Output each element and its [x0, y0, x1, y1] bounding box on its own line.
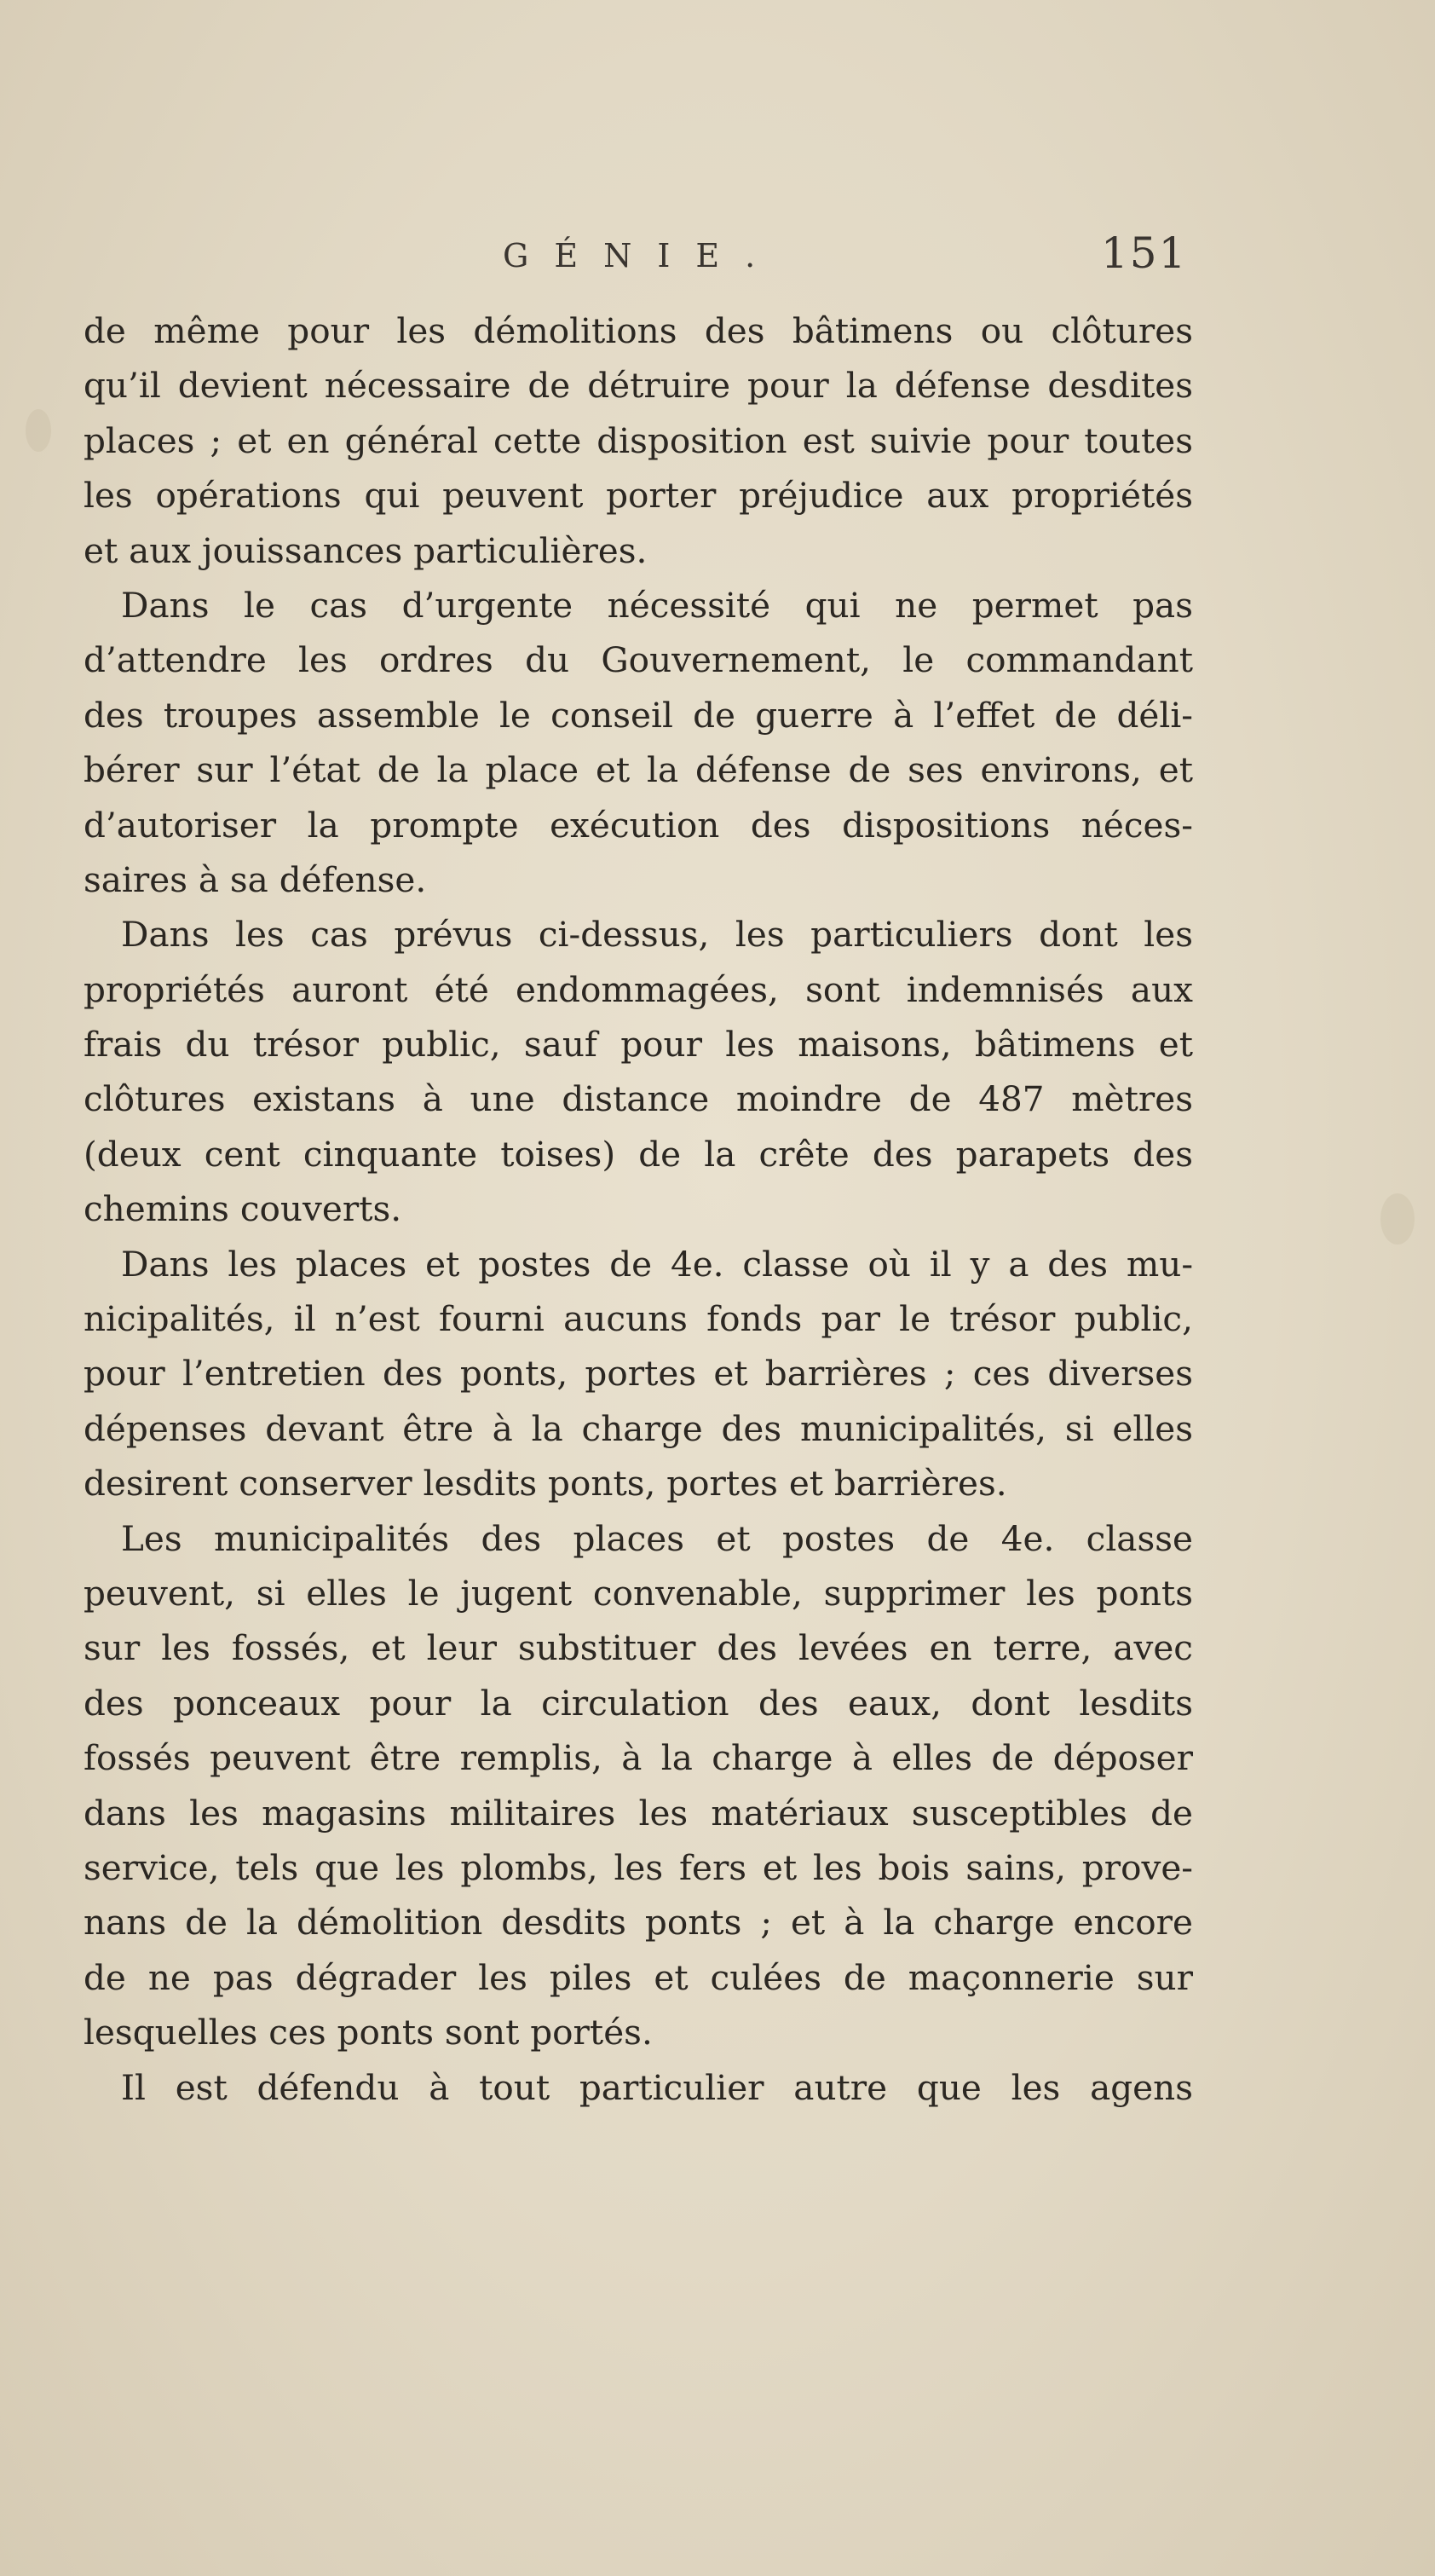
text-line: (deux cent cinquante toises) de la crête des parapets des — [84, 1133, 1193, 1175]
text-line: bérer sur l’état de la place et la défense de ses environs, et — [84, 749, 1193, 791]
text-line: Dans les places et postes de 4e. classe où il y a des mu- — [121, 1243, 1193, 1285]
text-line: peuvent, si elles le jugent convenable, supprimer les ponts — [84, 1572, 1193, 1614]
text-line: qu’il devient nécessaire de détruire pour la défense desdites — [84, 365, 1193, 407]
text-line: les opérations qui peuvent porter préjudice aux propriétés — [84, 475, 1193, 517]
body-text — [84, 303, 1193, 2115]
paper-stain — [26, 409, 51, 452]
paper-stain — [1380, 1193, 1415, 1245]
text-line: frais du trésor public, sauf pour les maisons, bâtimens et — [84, 1024, 1193, 1066]
text-line: clôtures existans à une distance moindre de 487 mètres — [84, 1078, 1193, 1120]
text-line: saires à sa défense. — [84, 858, 427, 900]
text-line: d’autoriser la prompte exécution des dispositions néces- — [84, 804, 1193, 846]
text-line: propriétés auront été endommagées, sont indemnisés aux — [84, 968, 1193, 1010]
text-line: et aux jouissances particulières. — [84, 529, 648, 571]
text-line: Il est défendu à tout particulier autre que les agens — [121, 2066, 1193, 2108]
text-line: de même pour les démolitions des bâtimens ou clôtures — [84, 310, 1193, 351]
text-line: sur les fossés, et leur substituer des levées en terre, avec — [84, 1627, 1193, 1669]
text-line: lesquelles ces ponts sont portés. — [84, 2012, 653, 2053]
text-line: Dans le cas d’urgente nécessité qui ne permet pas — [121, 584, 1193, 626]
page-header — [0, 228, 1435, 280]
page-number: 151 — [1101, 228, 1188, 278]
text-line: des ponceaux pour la circulation des eaux, dont lesdits — [84, 1682, 1193, 1724]
text-line: dans les magasins militaires les matériaux susceptibles de — [84, 1792, 1193, 1834]
text-line: nicipalités, il n’est fourni aucuns fonds par le trésor public, — [84, 1298, 1193, 1340]
text-line: d’attendre les ordres du Gouvernement, le commandant — [84, 639, 1193, 681]
text-line: pour l’entretien des ponts, portes et barrières ; ces diverses — [84, 1353, 1193, 1395]
running-title: GÉNIE. — [503, 237, 781, 274]
text-line: fossés peuvent être remplis, à la charge à elles de déposer — [84, 1737, 1193, 1779]
text-line: places ; et en général cette disposition est suivie pour toutes — [84, 419, 1193, 461]
text-line: des troupes assemble le conseil de guerre à l’effet de déli- — [84, 694, 1193, 736]
text-line: de ne pas dégrader les piles et culées de maçonnerie sur — [84, 1956, 1193, 1998]
text-line: nans de la démolition desdits ponts ; et à la charge encore — [84, 1902, 1193, 1944]
text-line: desirent conserver lesdits ponts, portes et barrières. — [84, 1463, 1007, 1505]
text-line: Les municipalités des places et postes de 4e. classe — [121, 1517, 1193, 1559]
text-line: chemins couverts. — [84, 1188, 402, 1230]
text-line: Dans les cas prévus ci-dessus, les particuliers dont les — [121, 914, 1193, 956]
text-line: service, tels que les plombs, les fers et les bois sains, prove- — [84, 1846, 1193, 1888]
text-line: dépenses devant être à la charge des municipalités, si elles — [84, 1407, 1193, 1449]
